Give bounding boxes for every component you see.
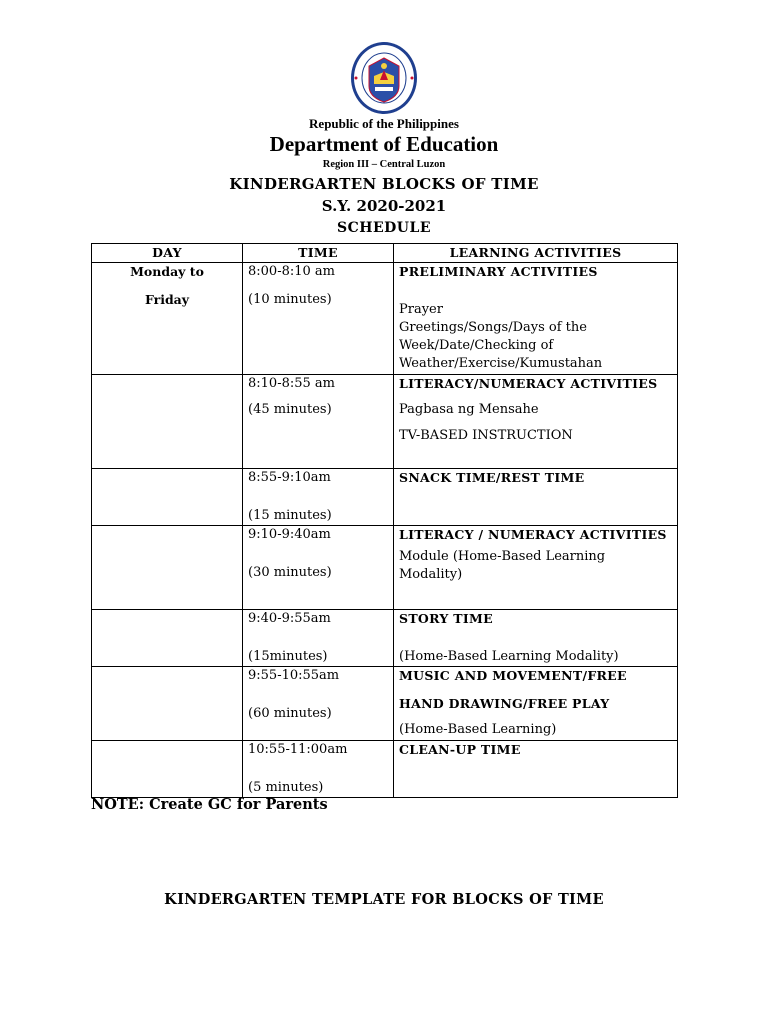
note-text: NOTE: Create GC for Parents [91,796,328,813]
duration: (10 minutes) [248,292,332,307]
school-year: S.Y. 2020-2021 [321,197,447,215]
day-cell [92,263,243,375]
table-row [92,667,678,741]
template-title: KINDERGARTEN TEMPLATE FOR BLOCKS OF TIME [164,891,604,908]
activity-title: STORY TIME [399,611,494,626]
region-label: Region III – Central Luzon [322,159,446,170]
activity-title: PRELIMINARY ACTIVITIES [399,264,598,279]
activity-cell [394,263,678,375]
table-row [92,610,678,667]
activity-cell [394,526,678,610]
time-range: 8:00-8:10 am [248,264,335,279]
header-day: DAY [92,244,243,263]
activity-title: SNACK TIME/REST TIME [399,470,585,485]
time-range: 9:10-9:40am [248,527,331,542]
table-row [92,375,678,469]
time-range: 8:55-9:10am [248,470,331,485]
republic-label: Republic of the Philippines [309,116,459,131]
duration: (30 minutes) [248,565,332,580]
activity-detail: (Home-Based Learning) [399,722,557,737]
document-title: KINDERGARTEN BLOCKS OF TIME [229,175,539,193]
header-activities: LEARNING ACTIVITIES [394,244,678,263]
day-cell-empty [92,469,243,526]
time-range: 9:55-10:55am [248,668,340,683]
duration: (45 minutes) [248,402,332,417]
time-cell [243,741,394,798]
department-title: Department of Education [269,132,499,156]
day-cell-empty [92,667,243,741]
activity-title-continued: HAND DRAWING/FREE PLAY [399,696,610,711]
activity-cell [394,375,678,469]
activity-detail: Prayer [399,302,443,317]
duration: (15 minutes) [248,508,332,523]
activity-title: LITERACY / NUMERACY ACTIVITIES [399,527,667,542]
schedule-heading: SCHEDULE [336,220,431,236]
activity-detail: Greetings/Songs/Days of the Week/Date/Checking of Weather/Exercise/Kumustahan [399,320,603,371]
table-row [92,263,678,375]
table-header-row [92,244,678,263]
activity-detail: Pagbasa ng Mensahe [399,402,539,417]
time-range: 10:55-11:00am [248,742,348,757]
duration: (60 minutes) [248,706,332,721]
time-range: 9:40-9:55am [248,611,331,626]
activity-cell [394,741,678,798]
time-cell [243,667,394,741]
time-cell [243,375,394,469]
activity-cell [394,667,678,741]
deped-seal-logo [350,40,418,116]
time-cell [243,469,394,526]
time-cell [243,263,394,375]
activity-title: LITERACY/NUMERACY ACTIVITIES [399,376,658,391]
time-range: 8:10-8:55 am [248,376,335,391]
day-cell-empty [92,741,243,798]
activity-detail: Module (Home-Based Learning Modality) [399,549,606,582]
activity-cell [394,610,678,667]
day-cell-empty [92,610,243,667]
day-cell-empty [92,526,243,610]
header-time: TIME [243,244,394,263]
table-row [92,469,678,526]
duration: (5 minutes) [248,780,324,795]
activity-detail: TV-BASED INSTRUCTION [399,428,573,443]
table-row [92,526,678,610]
schedule-table [91,243,678,798]
time-cell [243,526,394,610]
day-cell-empty [92,375,243,469]
day-label-line1: Monday to [130,264,204,279]
activity-cell [394,469,678,526]
day-label-line2: Friday [144,292,190,307]
activity-title: CLEAN-UP TIME [399,742,521,757]
table-row [92,741,678,798]
duration: (15minutes) [248,649,328,664]
time-cell [243,610,394,667]
activity-detail: (Home-Based Learning Modality) [399,649,619,664]
activity-title: MUSIC AND MOVEMENT/FREE [399,668,627,683]
